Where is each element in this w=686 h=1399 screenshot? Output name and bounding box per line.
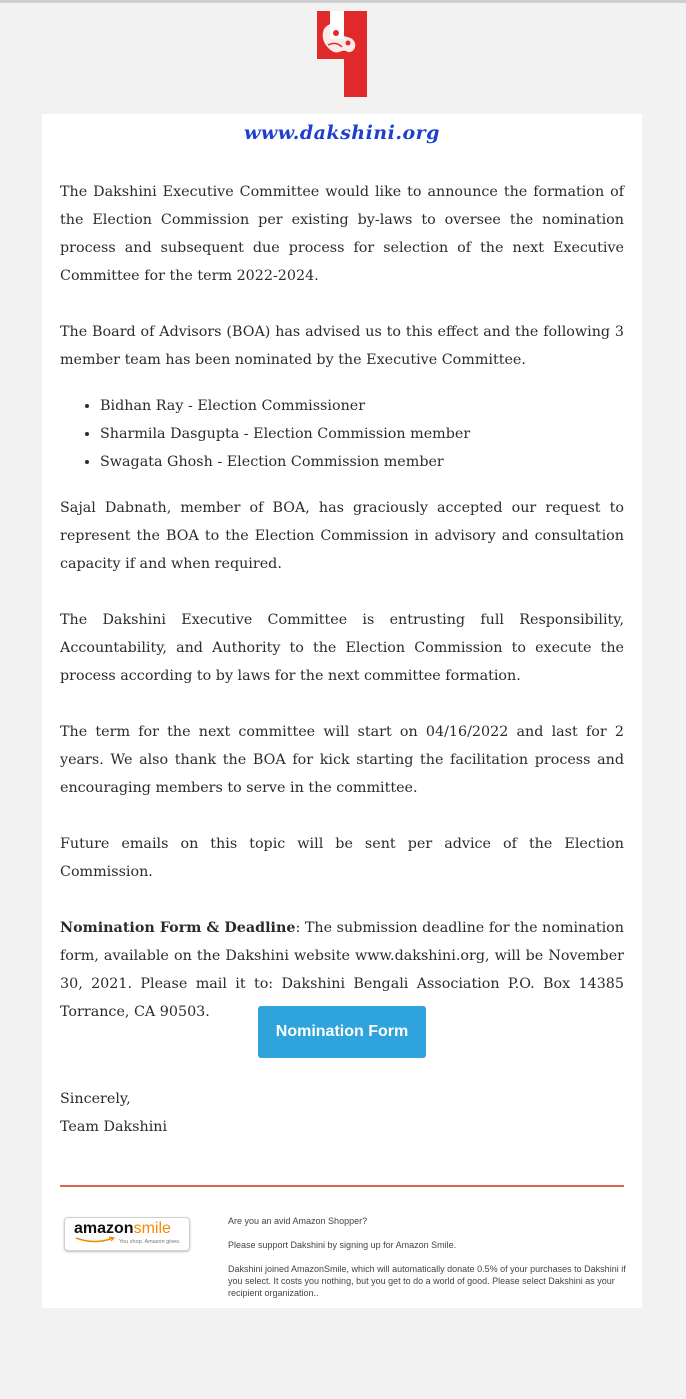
amazon-smile-logo[interactable] bbox=[64, 1217, 190, 1251]
amazon-smile-text bbox=[228, 1215, 626, 1311]
deadline-text: : The submission deadline for the nomination form, available on the Dakshini website www.dakshini.org, will be November 30, 2021. Please mail it to: Dakshini Bengali Association P.O. Box 14385 Torrance, CA 90503. bbox=[60, 920, 624, 1020]
responsibility-paragraph: The Dakshini Executive Committee is entrusting full Responsibility, Accountability, and Authority to the Election Commission to execute the process according to by laws for the next committee formation. bbox=[60, 612, 624, 684]
intro-paragraph: The Dakshini Executive Committee would like to announce the formation of the Election Commission per existing by-laws to oversee the nomination process and subsequent due process for selection of the next Executive Committee for the term 2022-2024. bbox=[60, 184, 624, 284]
term-paragraph: The term for the next committee will start on 04/16/2022 and last for 2 years. We also thank the BOA for kick starting the facilitation process and encouraging members to serve in the committee. bbox=[60, 724, 624, 796]
divider bbox=[60, 1185, 624, 1187]
deadline-label: Nomination Form & Deadline bbox=[60, 920, 296, 936]
member-list bbox=[60, 392, 624, 476]
boa-paragraph: The Board of Advisors (BOA) has advised us to this effect and the following 3 member team has been nominated by the Executive Committee. bbox=[60, 324, 624, 368]
amazon-support: Please support Dakshini by signing up for Amazon Smile. bbox=[228, 1240, 457, 1250]
list-item: • Bidhan Ray - Election Commissioner bbox=[100, 392, 624, 420]
email-body bbox=[60, 178, 624, 1054]
list-item: • Swagata Ghosh - Election Commission member bbox=[100, 448, 624, 476]
signoff-line: Sincerely, bbox=[60, 1091, 131, 1107]
amazon-tagline: You shop. Amazon gives. bbox=[119, 1239, 181, 1245]
amazon-question: Are you an avid Amazon Shopper? bbox=[228, 1216, 368, 1226]
nomination-form-button[interactable]: Nomination Form bbox=[258, 1006, 426, 1058]
future-emails-paragraph: Future emails on this topic will be sent per advice of the Election Commission. bbox=[60, 836, 624, 880]
advisor-paragraph: Sajal Dabnath, member of BOA, has graciously accepted our request to represent the BOA to the Election Commission in advisory and consultation capacity if and when required. bbox=[60, 500, 624, 572]
signoff-signature: Team Dakshini bbox=[60, 1119, 168, 1135]
dakshini-logo bbox=[316, 11, 368, 97]
list-item: • Sharmila Dasgupta - Election Commission member bbox=[100, 420, 624, 448]
amazon-wordmark: amazonsmile bbox=[74, 1220, 171, 1237]
email-card bbox=[42, 114, 642, 1308]
signoff bbox=[60, 1085, 167, 1141]
amazon-details: Dakshini joined AmazonSmile, which will automatically donate 0.5% of your purchases to Dakshini if you select. It costs you nothing, but you get to do a world of good. Please select Dakshini as your recipient organization.. bbox=[228, 1264, 626, 1298]
top-border bbox=[0, 0, 686, 3]
site-url-link[interactable]: www.dakshini.org bbox=[244, 122, 440, 144]
smile-arrow-icon bbox=[75, 1236, 115, 1244]
